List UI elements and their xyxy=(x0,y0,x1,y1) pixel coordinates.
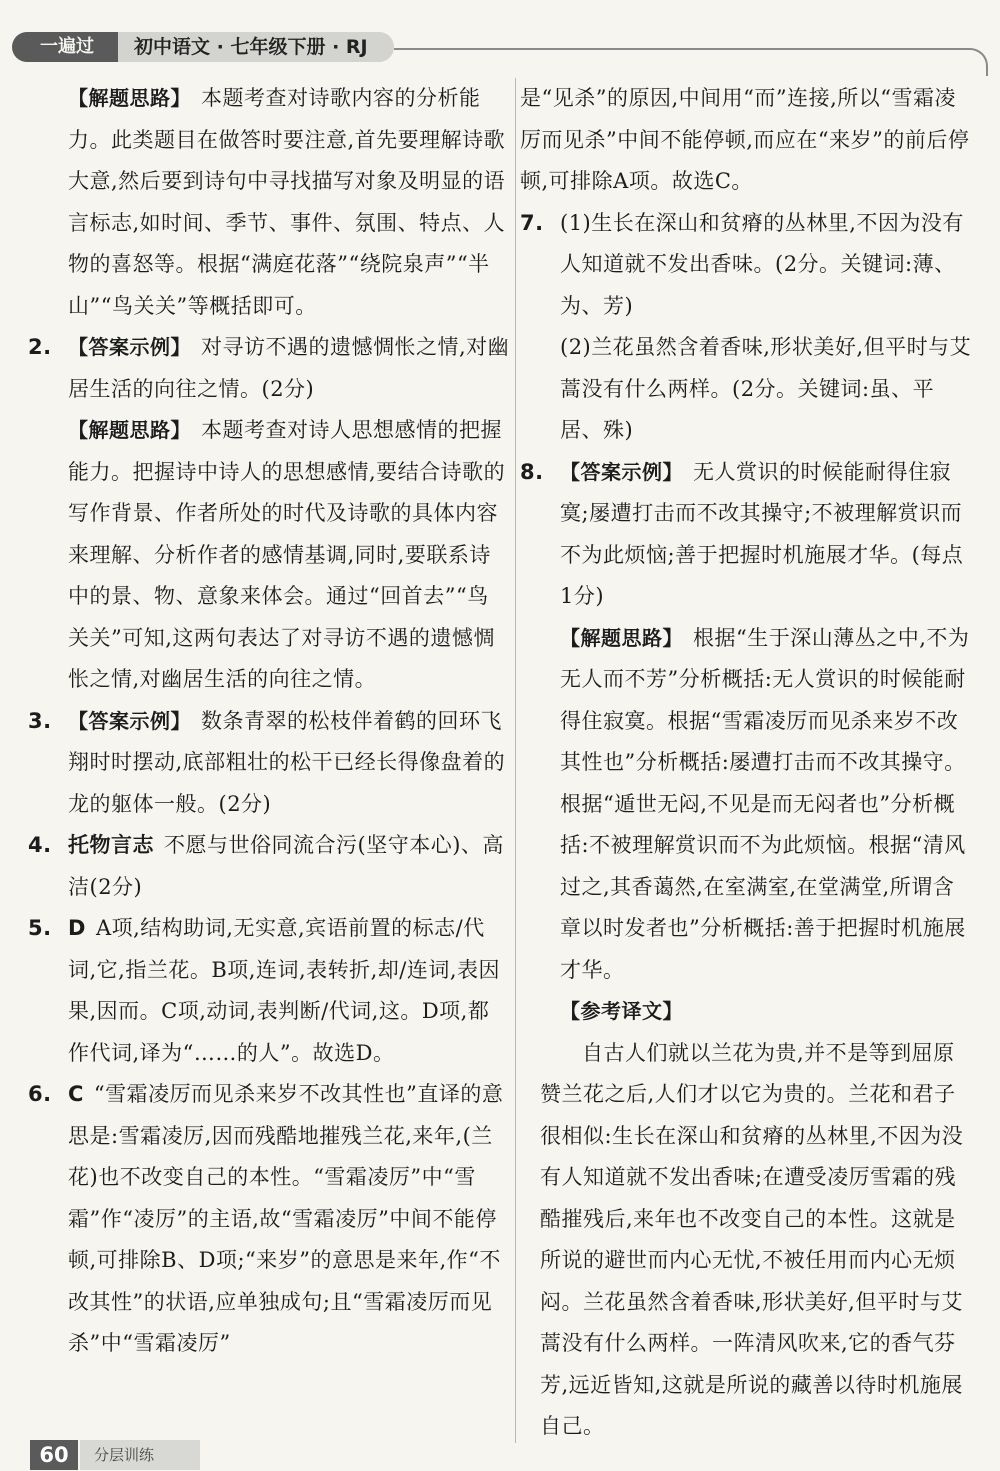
answer-tag: 【答案示例】 xyxy=(68,708,191,733)
solution-text: 本题考查对诗歌内容的分析能力。此类题目在做答时要注意,首先要理解诗歌大意,然后要到诗句中寻找描写对象及明显的语言标志,如时间、季节、事件、氛围、特点、人物的喜怒等。根据“满庭花落”“绕院泉声”“半山”“鸟关关”等概括即可。 xyxy=(68,86,506,318)
answer-key: 托物言志 xyxy=(68,833,154,857)
answer-text: 对寻访不遇的遗憾惆怅之情,对幽居生活的向往之情。(2分) xyxy=(68,335,510,401)
question-number: 8. xyxy=(520,459,544,484)
answer-text: 数条青翠的松枝伴着鹤的回环飞翔时时摆动,底部粗壮的松干已经长得像盘着的龙的躯体一般。(2分) xyxy=(68,708,506,816)
reference-translation-heading xyxy=(520,991,975,1033)
q2-solution xyxy=(28,410,510,701)
q1-solution xyxy=(28,78,510,327)
q6-answer-continued xyxy=(520,78,975,203)
reference-translation: 自古人们就以兰花为贵,并不是等到屈原赞兰花之后,人们才以它为贵的。兰花和君子很相似:生长在深山和贫瘠的丛林里,不因为没有人知道就不发出香味;在遭受凌厉雪霜的残酷摧残后,来年也不改变自己的本性。这就是所说的避世而内心无忧,不被任用而内心无烦闷。兰花虽然含着香味,形状美好,但平时与艾蒿没有什么两样。一阵清风吹来,它的香气芬芳,远近皆知,这就是所说的藏善以待时机施展自己。 xyxy=(540,1040,964,1438)
question-number: 2. xyxy=(28,335,52,359)
q4-answer xyxy=(28,825,510,908)
brand-logo: 一遍过 xyxy=(12,32,122,62)
q5-answer xyxy=(28,908,510,1074)
answer-text: 是“见杀”的原因,中间用“而”连接,所以“雪霜凌厉而见杀”中间不能停顿,而应在“来岁”的前后停顿,可排除A项。故选C。 xyxy=(520,86,970,193)
question-number: 5. xyxy=(28,916,52,940)
header-rule xyxy=(394,48,969,50)
answer-key: C xyxy=(68,1082,84,1106)
solution-text: 根据“生于深山薄丛之中,不为无人而不芳”分析概括:无人赏识的时候能耐得住寂寞。根据“雪霜凌厉而见杀来岁不改其性也”分析概括:屡遭打击而不改其操守。根据“遁世无闷,不见是而无闷者也”分析概括:不被理解赏识而不为此烦恼。根据“清风过之,其香蔼然,在室满室,在堂满堂,所谓含章以时发者也”分析概括:善于把握时机施展才华。 xyxy=(560,625,970,982)
q8-answer xyxy=(520,452,975,618)
answer-text: 不愿与世俗同流合污(坚守本心)、高洁(2分) xyxy=(68,833,504,899)
answer-tag: 【答案示例】 xyxy=(560,459,683,484)
left-column xyxy=(28,78,510,1365)
column-divider xyxy=(515,78,516,1443)
question-number: 6. xyxy=(28,1082,52,1106)
answer-text: 无人赏识的时候能耐得住寂寞;屡遭打击而不改其操守;不被理解赏识而不为此烦恼;善于把握时机施展才华。(每点1分) xyxy=(560,459,964,608)
solution-text: 本题考查对诗人思想感情的把握能力。把握诗中诗人的思想感情,要结合诗歌的写作背景、作者所处的时代及诗歌的具体内容来理解、分析作者的感情基调,同时,要联系诗中的景、物、意象来体会。通过“回首去”“鸟关关”可知,这两句表达了对寻访不遇的遗憾惆怅之情,对幽居生活的向往之情。 xyxy=(68,418,506,691)
answer-part-1: (1)生长在深山和贫瘠的丛林里,不因为没有人知道就不发出香味。(2分。关键词:薄、为、芳) xyxy=(560,210,964,318)
answer-tag: 【答案示例】 xyxy=(68,335,191,359)
q6-answer xyxy=(28,1074,510,1365)
question-number: 7. xyxy=(520,210,544,235)
answer-text: A项,结构助词,无实意,宾语前置的标志/代词,它,指兰花。B项,连词,表转折,却/连词,表因果,因而。C项,动词,表判断/代词,这。D项,都作代词,译为“……的人”。故选D。 xyxy=(68,916,501,1065)
answer-text: “雪霜凌厉而见杀来岁不改其性也”直译的意思是:雪霜凌厉,因而残酷地摧残兰花,来年,(兰花)也不改变自己的本性。“雪霜凌厉”中“雪霜”作“凌厉”的主语,故“雪霜凌厉”中间不能停顿,可排除B、D项;“来岁”的意思是来年,作“不改其性”的状语,应单独成句;且“雪霜凌厉而见杀”中“雪霜凌厉” xyxy=(68,1082,504,1355)
page-header xyxy=(0,28,1000,68)
question-number: 4. xyxy=(28,833,52,857)
answer-key: D xyxy=(68,916,86,940)
question-number: 3. xyxy=(28,708,52,733)
translation-tag: 【参考译文】 xyxy=(560,999,683,1023)
solution-tag: 【解题思路】 xyxy=(68,86,191,110)
q7-answer xyxy=(520,203,975,452)
section-label: 分层训练 xyxy=(80,1440,200,1470)
page-footer xyxy=(0,1440,1000,1471)
page-number: 60 xyxy=(30,1440,78,1470)
q2-answer xyxy=(28,327,510,410)
solution-tag: 【解题思路】 xyxy=(68,418,191,442)
right-column xyxy=(520,78,975,1448)
q3-answer xyxy=(28,701,510,826)
header-rule-corner xyxy=(960,48,988,76)
solution-tag: 【解题思路】 xyxy=(560,625,683,650)
book-title: 初中语文 · 七年级下册 · RJ xyxy=(118,32,394,62)
q8-solution xyxy=(520,618,975,992)
answer-part-2: (2)兰花虽然含着香味,形状美好,但平时与艾蒿没有什么两样。(2分。关键词:虽、平居、殊) xyxy=(560,335,972,442)
